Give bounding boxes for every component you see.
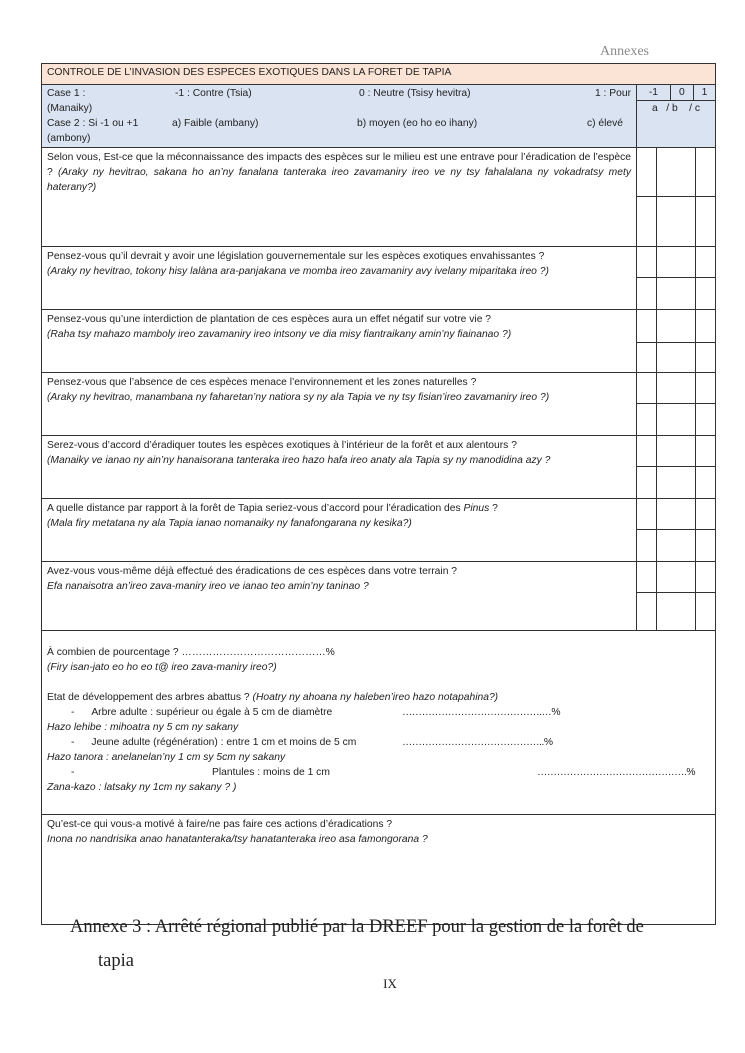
case1-contre: -1 : Contre (Tsia): [175, 88, 252, 99]
plantule-dash: -: [71, 767, 75, 778]
question-2-mg: (Araky ny hevitrao, tokony hisy lalàna ara-panjakana ve momba ireo zavamaniry avy ivelany miparitaka ireo ?): [47, 266, 549, 277]
young-tree-label: Jeune adulte (régénération) : entre 1 cm et moins de 5 cm: [91, 737, 357, 748]
score-header: [637, 85, 716, 148]
motivation-section[interactable]: [42, 815, 716, 925]
caption-line-2: tapia: [98, 951, 134, 971]
answer-grid-1[interactable]: [637, 148, 716, 247]
question-3: [42, 310, 637, 373]
young-tree-mg: Hazo tanora : anelanelan’ny 1 cm sy 5cm ny sakany: [47, 752, 286, 763]
question-7: [42, 562, 637, 631]
question-6-fr: A quelle distance par rapport à la forêt de Tapia seriez-vous d’accord pour l’éradication des: [47, 503, 461, 514]
case2-b: b) moyen (eo ho eo ihany): [357, 118, 478, 129]
case1-pour-mg: (Manaiky): [47, 103, 93, 114]
case1-pour: 1 : Pour: [594, 88, 631, 99]
question-7-fr: Avez-vous vous-même déjà effectué des éradications de ces espèces dans votre terrain ?: [47, 566, 458, 577]
percentage-question[interactable]: À combien de pourcentage ? ……………………………………%: [47, 647, 335, 658]
page-number: IX: [383, 976, 397, 991]
question-1: [42, 148, 637, 247]
answer-grid-4[interactable]: [637, 373, 716, 436]
young-dash: -: [71, 737, 75, 748]
adult-dash: -: [71, 707, 75, 718]
motivation-fr: Qu’est-ce qui vous-a motivé à faire/ne pas faire ces actions d’éradications ?: [47, 819, 393, 830]
adult-tree-label: Arbre adulte : supérieur ou égale à 5 cm de diamètre: [91, 707, 333, 718]
plantule-label: Plantules : moins de 1 cm: [212, 767, 330, 778]
questionnaire-table: [41, 63, 716, 925]
score-plus: 1: [693, 85, 715, 101]
young-tree-input[interactable]: ……………………………………..%: [402, 737, 553, 748]
question-6-fr-end: ?: [492, 503, 498, 514]
adult-tree-input[interactable]: …………………………………….…%: [402, 707, 560, 718]
question-1-fr: Selon vous, Est-ce que la méconnaissance des impacts des espèces sur le milieu est une entrave pour l’éradication de l’espèce ?: [47, 152, 631, 178]
question-4-fr: Pensez-vous que l’absence de ces espèces menace l’environnement et les zones naturelles ?: [47, 377, 477, 388]
score-zero: 0: [670, 85, 693, 101]
question-6-mg: (Mala firy metatana ny ala Tapia ianao nomanaiky ny fanafongarana ny kesika?): [47, 518, 412, 529]
question-2: [42, 247, 637, 310]
annex-header: Annexes: [600, 44, 649, 59]
answer-grid-5[interactable]: [637, 436, 716, 499]
answer-grid-3[interactable]: [637, 310, 716, 373]
question-6-fr-italic: Pinus: [463, 503, 490, 514]
caption-line-1: Annexe 3 : Arrêté régional publié par la DREEF pour la gestion de la forêt de: [70, 917, 644, 937]
development-question-mg: (Hoatry ny ahoana ny haleben’ireo hazo notapahina?): [252, 692, 499, 703]
case2-c: c) élevé: [586, 118, 623, 129]
question-5-mg: (Manaiky ve ianao ny ain’ny hanaisorana tanteraka ireo hazo hafa ireo anaty ala Tapia sy ny manodidina azy ?: [47, 455, 551, 466]
question-7-mg: Efa nanaisotra an’ireo zava-maniry ireo ve ianao teo amin’ny taninao ?: [47, 581, 369, 592]
motivation-mg: Inona no nandrisika anao hanatanteraka/tsy hanatanteraka ireo asa famongorana ?: [47, 834, 428, 845]
adult-tree-mg: Hazo lehibe : mihoatra ny 5 cm ny sakany: [47, 722, 239, 733]
score-minus: -1: [637, 85, 670, 101]
case2-c-mg: (ambony): [47, 133, 91, 144]
case1-neutre: 0 : Neutre (Tsisy hevitra): [359, 88, 471, 99]
question-4: [42, 373, 637, 436]
question-4-mg: (Araky ny hevitrao, manambana ny faharetan’ny natiora sy ny ala Tapia ve ny tsy fisian’ireo zavamaniry ireo ?): [47, 392, 550, 403]
question-3-fr: Pensez-vous qu’une interdiction de plantation de ces espèces aura un effet négatif sur votre vie ?: [47, 314, 492, 325]
level-labels: a / b / c: [637, 101, 715, 117]
legend: [42, 85, 637, 148]
development-question: Etat de développement des arbres abattus ?: [47, 692, 250, 703]
case1-label: Case 1 :: [47, 88, 86, 99]
percentage-section: [42, 631, 716, 815]
percentage-question-mg: (Firy isan-jato eo ho eo t@ ireo zava-maniry ireo?): [47, 662, 277, 673]
plantule-mg: Zana-kazo : latsaky ny 1cm ny sakany ? ): [47, 782, 237, 793]
annex-caption: [70, 910, 720, 978]
question-5: [42, 436, 637, 499]
table-title: CONTROLE DE L’INVASION DES ESPECES EXOTIQUES DANS LA FORET DE TAPIA: [42, 64, 716, 85]
answer-grid-7[interactable]: [637, 562, 716, 631]
answer-grid-2[interactable]: [637, 247, 716, 310]
plantule-input[interactable]: ……………………………………….%: [537, 767, 695, 778]
question-5-fr: Serez-vous d’accord d’éradiquer toutes les espèces exotiques à l’intérieur de la forêt et aux alentours ?: [47, 440, 517, 451]
answer-grid-6[interactable]: [637, 499, 716, 562]
question-2-fr: Pensez-vous qu’il devrait y avoir une législation gouvernementale sur les espèces exotiques envahissantes ?: [47, 251, 545, 262]
case2-label: Case 2 : Si -1 ou +1: [47, 118, 139, 129]
question-1-mg: (Araky ny hevitrao, sakana ho an’ny fanalana tanteraka ireo zavamaniry ireo ve ny tsy fahalalana ny vokadratsy mety haterany?): [47, 167, 631, 193]
case2-a: a) Faible (ambany): [172, 118, 259, 129]
question-6: [42, 499, 637, 562]
question-3-mg: (Raha tsy mahazo mamboly ireo zavamaniry ireo intsony ve dia misy fiantraikany amin’ny fiainanao ?): [47, 329, 512, 340]
